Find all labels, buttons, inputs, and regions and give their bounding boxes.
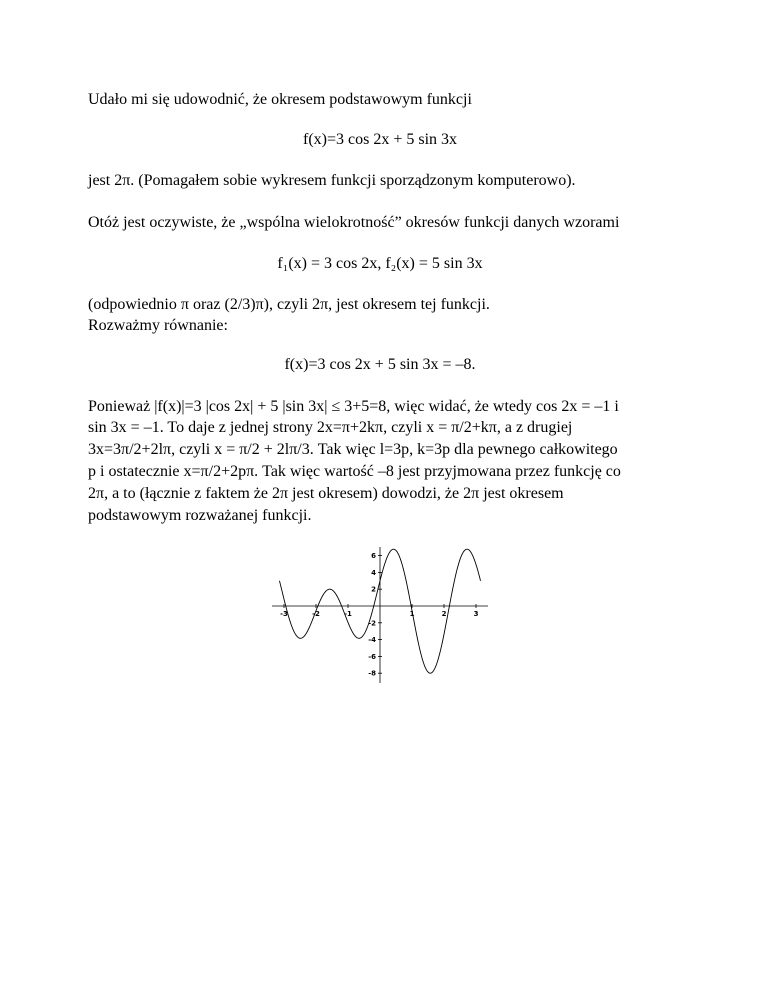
proof-line: Ponieważ |f(x)|=3 |cos 2x| + 5 |sin 3x| ≤ 3+5=8, więc widać, że wtedy cos 2x = –1 i xyxy=(88,398,619,415)
paragraph-equation-intro: Rozważmy równanie: xyxy=(88,317,228,334)
function-graph xyxy=(270,545,490,685)
proof-line: p i ostatecznie x=π/2+2pπ. Tak więc wartość –8 jest przyjmowana przez funkcję co xyxy=(88,463,621,480)
x-tick-label: -3 xyxy=(280,610,288,618)
y-tick-label: -4 xyxy=(368,636,376,645)
proof-line: sin 3x = –1. To daje z jednej strony 2x=π+2kπ, czyli x = π/2+kπ, a z drugiej xyxy=(88,419,573,436)
y-tick-label: 6 xyxy=(371,552,376,561)
paragraph-multiple: Otóż jest oczywiste, że „wspólna wielokrotność” okresów funkcji danych wzorami xyxy=(88,214,620,231)
x-tick-label: 2 xyxy=(441,610,447,618)
y-tick-label: -2 xyxy=(368,619,376,628)
formula-equation: f(x)=3 cos 2x + 5 sin 3x = –8. xyxy=(284,356,476,373)
proof-line: 3x=3π/2+2lπ, czyli x = π/2 + 2lπ/3. Tak więc l=3p, k=3p dla pewnego całkowitego xyxy=(88,441,618,458)
proof-line: podstawowym rozważanej funkcji. xyxy=(88,507,312,524)
x-tick-label: 3 xyxy=(473,610,479,618)
y-tick-label: -6 xyxy=(368,652,376,661)
y-tick-label: 2 xyxy=(371,585,376,594)
paragraph-period: jest 2π. (Pomagałem sobie wykresem funkcji sporządzonym komputerowo). xyxy=(88,172,576,189)
y-tick-label: 4 xyxy=(371,568,376,577)
proof-line: 2π, a to (łącznie z faktem że 2π jest okresem) dowodzi, że 2π jest okresem xyxy=(88,485,564,502)
paragraph-periods: (odpowiednio π oraz (2/3)π), czyli 2π, jest okresem tej funkcji. xyxy=(88,296,490,313)
graph-ticks xyxy=(280,552,478,678)
x-tick-label: -1 xyxy=(344,610,352,618)
formula-components: f₁(x) = 3 cos 2x, f₂(x) = 5 sin 3x xyxy=(277,255,483,272)
x-tick-label: 1 xyxy=(409,610,415,618)
graph-axes xyxy=(272,547,488,683)
paragraph-intro: Udało mi się udowodnić, że okresem podstawowym funkcji xyxy=(88,91,472,108)
y-tick-label: -8 xyxy=(368,669,376,678)
formula-function: f(x)=3 cos 2x + 5 sin 3x xyxy=(302,131,458,148)
x-tick-label: -2 xyxy=(312,610,320,618)
